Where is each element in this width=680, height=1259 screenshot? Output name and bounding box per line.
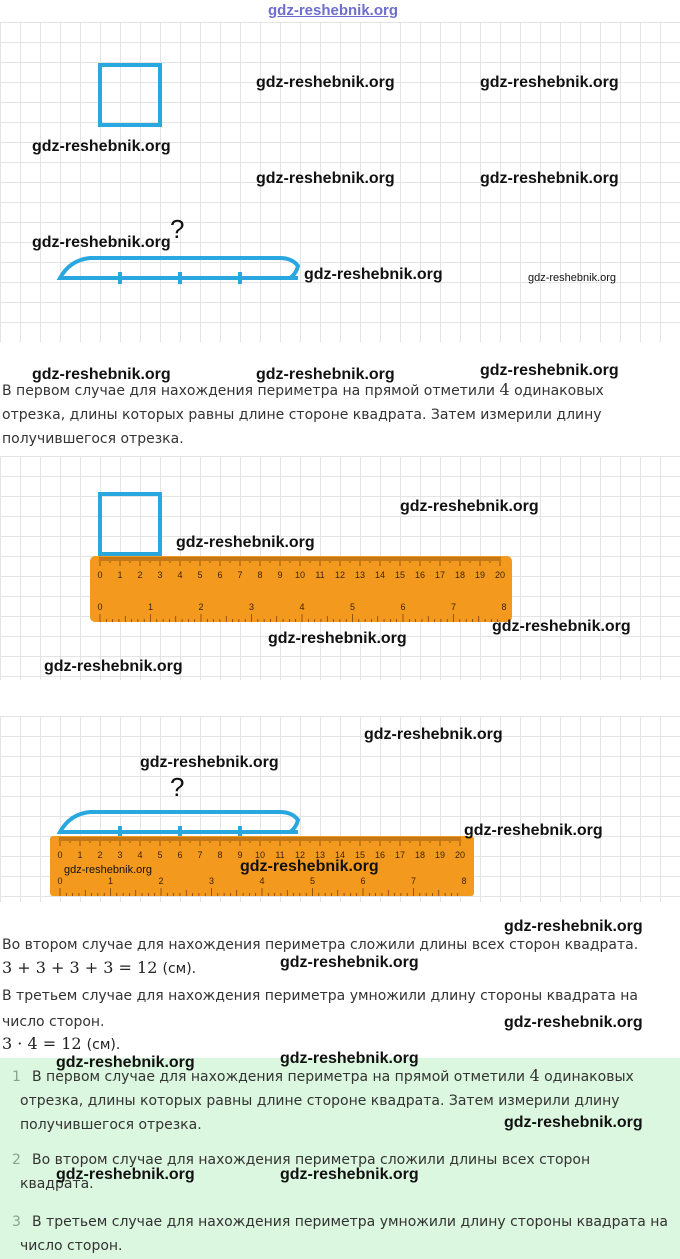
answer-3-line-1: В третьем случае для нахождения периметра умножили длину стороны квадрата на [32, 1214, 668, 1230]
ruler-inch-label: 3 [208, 876, 215, 886]
watermark: gdz-reshebnik.org [268, 630, 407, 647]
watermark: gdz-reshebnik.org [44, 658, 183, 675]
paragraph-1 [2, 378, 604, 451]
ruler-cm-label: 5 [157, 850, 163, 860]
watermark: gdz-reshebnik.org [400, 498, 539, 515]
watermark: gdz-reshebnik.org [304, 266, 443, 283]
ruler-cm-label: 4 [177, 570, 183, 580]
answer-item-3 [12, 1210, 668, 1258]
ruler-inch-label: 5 [309, 876, 316, 886]
paragraph-1-line-1-end: одинаковых [509, 383, 604, 399]
answer-1-number-value: 4 [529, 1066, 540, 1085]
answer-number: 3 [12, 1214, 21, 1230]
ruler-cm-label: 20 [494, 570, 506, 580]
watermark: gdz-reshebnik.org [256, 170, 395, 187]
watermark: gdz-reshebnik.org [480, 170, 619, 187]
ruler-cm-label: 14 [334, 850, 346, 860]
ruler-cm-label: 8 [257, 570, 263, 580]
ruler-cm-label: 7 [237, 570, 243, 580]
ruler-cm-label: 11 [275, 850, 285, 860]
ruler-inch-label: 5 [349, 602, 356, 612]
ruler-cm-label: 17 [394, 850, 406, 860]
watermark: gdz-reshebnik.org [56, 1054, 195, 1071]
watermark: gdz-reshebnik.org [480, 74, 619, 91]
ruler-inch-label: 8 [461, 876, 467, 886]
ruler-cm-label: 3 [157, 570, 163, 580]
paragraph-1-number: 4 [499, 380, 510, 399]
ruler-inch-label: 1 [147, 602, 154, 612]
answer-block [0, 1058, 680, 1259]
ruler-cm-label: 19 [434, 850, 446, 860]
paragraph-2-line-1: Во втором случае для нахождения периметра сложили длины всех сторон квадрата. [2, 937, 639, 953]
ruler-cm-label: 10 [254, 850, 266, 860]
question-mark: ? [170, 214, 185, 244]
ruler-inch-label: 8 [501, 602, 507, 612]
answer-1-line-1: В первом случае для нахождения периметра на прямой отметили [32, 1069, 530, 1085]
watermark: gdz-reshebnik.org [364, 726, 503, 743]
ruler-cm-label: 13 [314, 850, 326, 860]
paragraph-1-line-3: получившегося отрезка. [2, 431, 184, 447]
ruler-cm-label: 5 [197, 570, 203, 580]
ruler-cm-label: 18 [414, 850, 426, 860]
ruler-inch-label: 6 [360, 876, 366, 886]
watermark: gdz-reshebnik.org [528, 272, 617, 284]
ruler-cm-label: 19 [474, 570, 486, 580]
watermark: gdz-reshebnik.org [32, 366, 171, 383]
ruler-cm-label: 9 [237, 850, 243, 860]
ruler-cm-label: 10 [294, 570, 306, 580]
formula-1-expression: 3 + 3 + 3 + 3 = 12 [2, 958, 158, 977]
ruler-cm-label: 11 [315, 570, 325, 580]
paragraph-1-line-1: В первом случае для нахождения периметра на прямой отметили [2, 383, 500, 399]
ruler-cm-label: 12 [334, 570, 346, 580]
ruler-cm-label: 1 [117, 570, 123, 580]
formula-2 [2, 1034, 120, 1053]
ruler-inch-label: 0 [57, 876, 63, 886]
watermark: gdz-reshebnik.org [492, 618, 631, 635]
answer-number: 2 [12, 1152, 21, 1168]
answer-2-line-1: Во втором случае для нахождения периметра сложили длины всех сторон [32, 1152, 591, 1168]
ruler-cm-label: 15 [394, 570, 406, 580]
ruler-cm-label: 1 [77, 850, 83, 860]
ruler-cm-label: 17 [434, 570, 446, 580]
watermark: gdz-reshebnik.org [32, 234, 171, 251]
ruler-cm-label: 8 [217, 850, 223, 860]
ruler-cm-label: 2 [137, 570, 143, 580]
watermark: gdz-reshebnik.org [256, 74, 395, 91]
ruler-cm-label: 2 [97, 850, 103, 860]
ruler-cm-label: 6 [177, 850, 183, 860]
watermark: gdz-reshebnik.org [32, 138, 171, 155]
watermark: gdz-reshebnik.org [256, 366, 395, 383]
watermark: gdz-reshebnik.org [176, 534, 315, 551]
square-shape [100, 65, 160, 125]
watermark: gdz-reshebnik.org [240, 858, 379, 875]
formula-1 [2, 958, 196, 977]
answer-1-line-1-end: одинаковых [539, 1069, 634, 1085]
ruler-inch-label: 7 [410, 876, 417, 886]
ruler-inch-label: 3 [248, 602, 255, 612]
watermark: gdz-reshebnik.org [140, 754, 279, 771]
ruler-inch-label: 2 [158, 876, 164, 886]
watermark: gdz-reshebnik.org [56, 1166, 195, 1183]
ruler-cm-label: 16 [374, 850, 386, 860]
watermark: gdz-reshebnik.org [280, 954, 419, 971]
watermark: gdz-reshebnik.org [504, 1114, 643, 1131]
formula-2-unit: (см). [86, 1037, 121, 1053]
answer-number: 1 [12, 1069, 21, 1085]
ruler-cm-label: 14 [374, 570, 386, 580]
ruler-cm-label: 20 [454, 850, 466, 860]
ruler [90, 556, 512, 622]
ruler-inch-label: 7 [450, 602, 457, 612]
watermark: gdz-reshebnik.org [480, 362, 619, 379]
header-watermark-link[interactable]: gdz-reshebnik.org [268, 2, 399, 19]
answer-1-line-3: получившегося отрезка. [20, 1117, 202, 1133]
ruler-inch-label: 1 [107, 876, 114, 886]
answer-1-line-2: отрезка, длины которых равны длине стороне квадрата. Затем измерили длину [20, 1093, 620, 1109]
ruler-cm-label: 0 [57, 850, 63, 860]
ruler-inch-label: 4 [299, 602, 305, 612]
ruler-cm-label: 18 [454, 570, 466, 580]
ruler-cm-label: 16 [414, 570, 426, 580]
paragraph-2-line-2: В третьем случае для нахождения периметра умножили длину стороны квадрата на [2, 988, 638, 1004]
watermark: gdz-reshebnik.org [464, 822, 603, 839]
ruler-inch-label: 2 [198, 602, 204, 612]
question-mark: ? [170, 772, 185, 802]
answer-3-line-2: число сторон. [20, 1238, 123, 1254]
formula-1-unit: (см). [162, 961, 197, 977]
formula-2-expression: 3 · 4 = 12 [2, 1034, 82, 1053]
ruler-cm-label: 12 [294, 850, 306, 860]
paragraph-2-line-3: число сторон. [2, 1014, 105, 1030]
watermark: gdz-reshebnik.org [280, 1050, 419, 1067]
watermark: gdz-reshebnik.org [504, 918, 643, 935]
watermark: gdz-reshebnik.org [64, 864, 153, 876]
ruler-cm-label: 13 [354, 570, 366, 580]
ruler-cm-label: 3 [117, 850, 123, 860]
ruler-cm-label: 7 [197, 850, 203, 860]
watermark: gdz-reshebnik.org [280, 1166, 419, 1183]
ruler-cm-label: 4 [137, 850, 143, 860]
ruler-inch-label: 4 [259, 876, 265, 886]
watermark: gdz-reshebnik.org [504, 1014, 643, 1031]
square-shape [100, 494, 160, 554]
ruler-inch-label: 6 [400, 602, 406, 612]
ruler-inch-label: 0 [97, 602, 103, 612]
answer-2-line-2: квадрата. [20, 1176, 94, 1192]
ruler-cm-label: 9 [277, 570, 283, 580]
ruler-cm-label: 0 [97, 570, 103, 580]
ruler-cm-label: 6 [217, 570, 223, 580]
paragraph-1-line-2: отрезка, длины которых равны длине стороне квадрата. Затем измерили длину [2, 407, 602, 423]
ruler-cm-label: 15 [354, 850, 366, 860]
